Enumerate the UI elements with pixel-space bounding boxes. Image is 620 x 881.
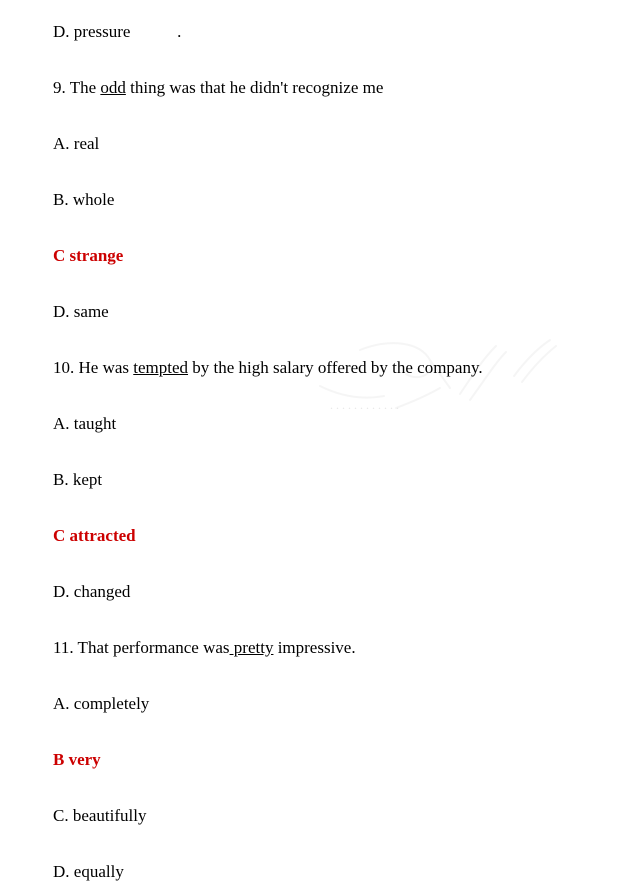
question-text-pre: 9. The xyxy=(53,78,101,97)
underlined-word: odd xyxy=(100,78,126,97)
option-text: D. changed xyxy=(53,582,131,601)
line-gap xyxy=(0,40,620,79)
line-gap xyxy=(0,824,620,863)
option-text: A. completely xyxy=(53,694,150,713)
line-gap xyxy=(0,656,620,695)
option-text: D. pressure . xyxy=(53,22,182,41)
option-text: B. whole xyxy=(53,190,115,209)
line-q11-option-a xyxy=(0,695,620,712)
line-q10-option-b xyxy=(0,471,620,488)
line-gap xyxy=(0,264,620,303)
line-q9-option-a xyxy=(0,135,620,152)
answer-text: C attracted xyxy=(53,526,136,545)
option-text: D. same xyxy=(53,302,109,321)
line-q11-answer xyxy=(0,751,620,768)
line-gap xyxy=(0,432,620,471)
option-text: D. equally xyxy=(53,862,124,881)
line-gap xyxy=(0,152,620,191)
question-text-post: by the high salary offered by the company. xyxy=(188,358,483,377)
question-text-post: impressive. xyxy=(273,638,356,657)
line-gap xyxy=(0,600,620,639)
line-gap xyxy=(0,320,620,359)
line-q9-stem xyxy=(0,79,620,96)
answer-text: B very xyxy=(53,750,101,769)
line-gap xyxy=(0,376,620,415)
line-q11-option-d xyxy=(0,863,620,880)
line-q8-option-d xyxy=(0,23,620,40)
line-q10-option-d xyxy=(0,583,620,600)
line-gap xyxy=(0,768,620,807)
option-text: B. kept xyxy=(53,470,103,489)
line-q9-option-b xyxy=(0,191,620,208)
answer-text: C strange xyxy=(53,246,124,265)
line-gap xyxy=(0,96,620,135)
option-text: A. taught xyxy=(53,414,117,433)
line-gap xyxy=(0,488,620,527)
line-gap xyxy=(0,544,620,583)
line-q11-stem xyxy=(0,639,620,656)
underlined-word: tempted xyxy=(133,358,189,377)
question-text-pre: 11. That performance was xyxy=(53,638,230,657)
line-q10-option-a xyxy=(0,415,620,432)
line-q9-option-d xyxy=(0,303,620,320)
underlined-word: pretty xyxy=(229,638,274,657)
line-gap xyxy=(0,712,620,751)
watermark-dots: ............ xyxy=(330,398,402,412)
question-text-post: thing was that he didn't recognize me xyxy=(125,78,384,97)
option-text: C. beautifully xyxy=(53,806,147,825)
line-q11-option-c xyxy=(0,807,620,824)
line-q9-answer xyxy=(0,247,620,264)
line-q10-stem xyxy=(0,359,620,376)
option-text: A. real xyxy=(53,134,100,153)
question-text-pre: 10. He was xyxy=(53,358,134,377)
line-gap xyxy=(0,208,620,247)
top-margin xyxy=(0,0,620,23)
line-q10-answer xyxy=(0,527,620,544)
